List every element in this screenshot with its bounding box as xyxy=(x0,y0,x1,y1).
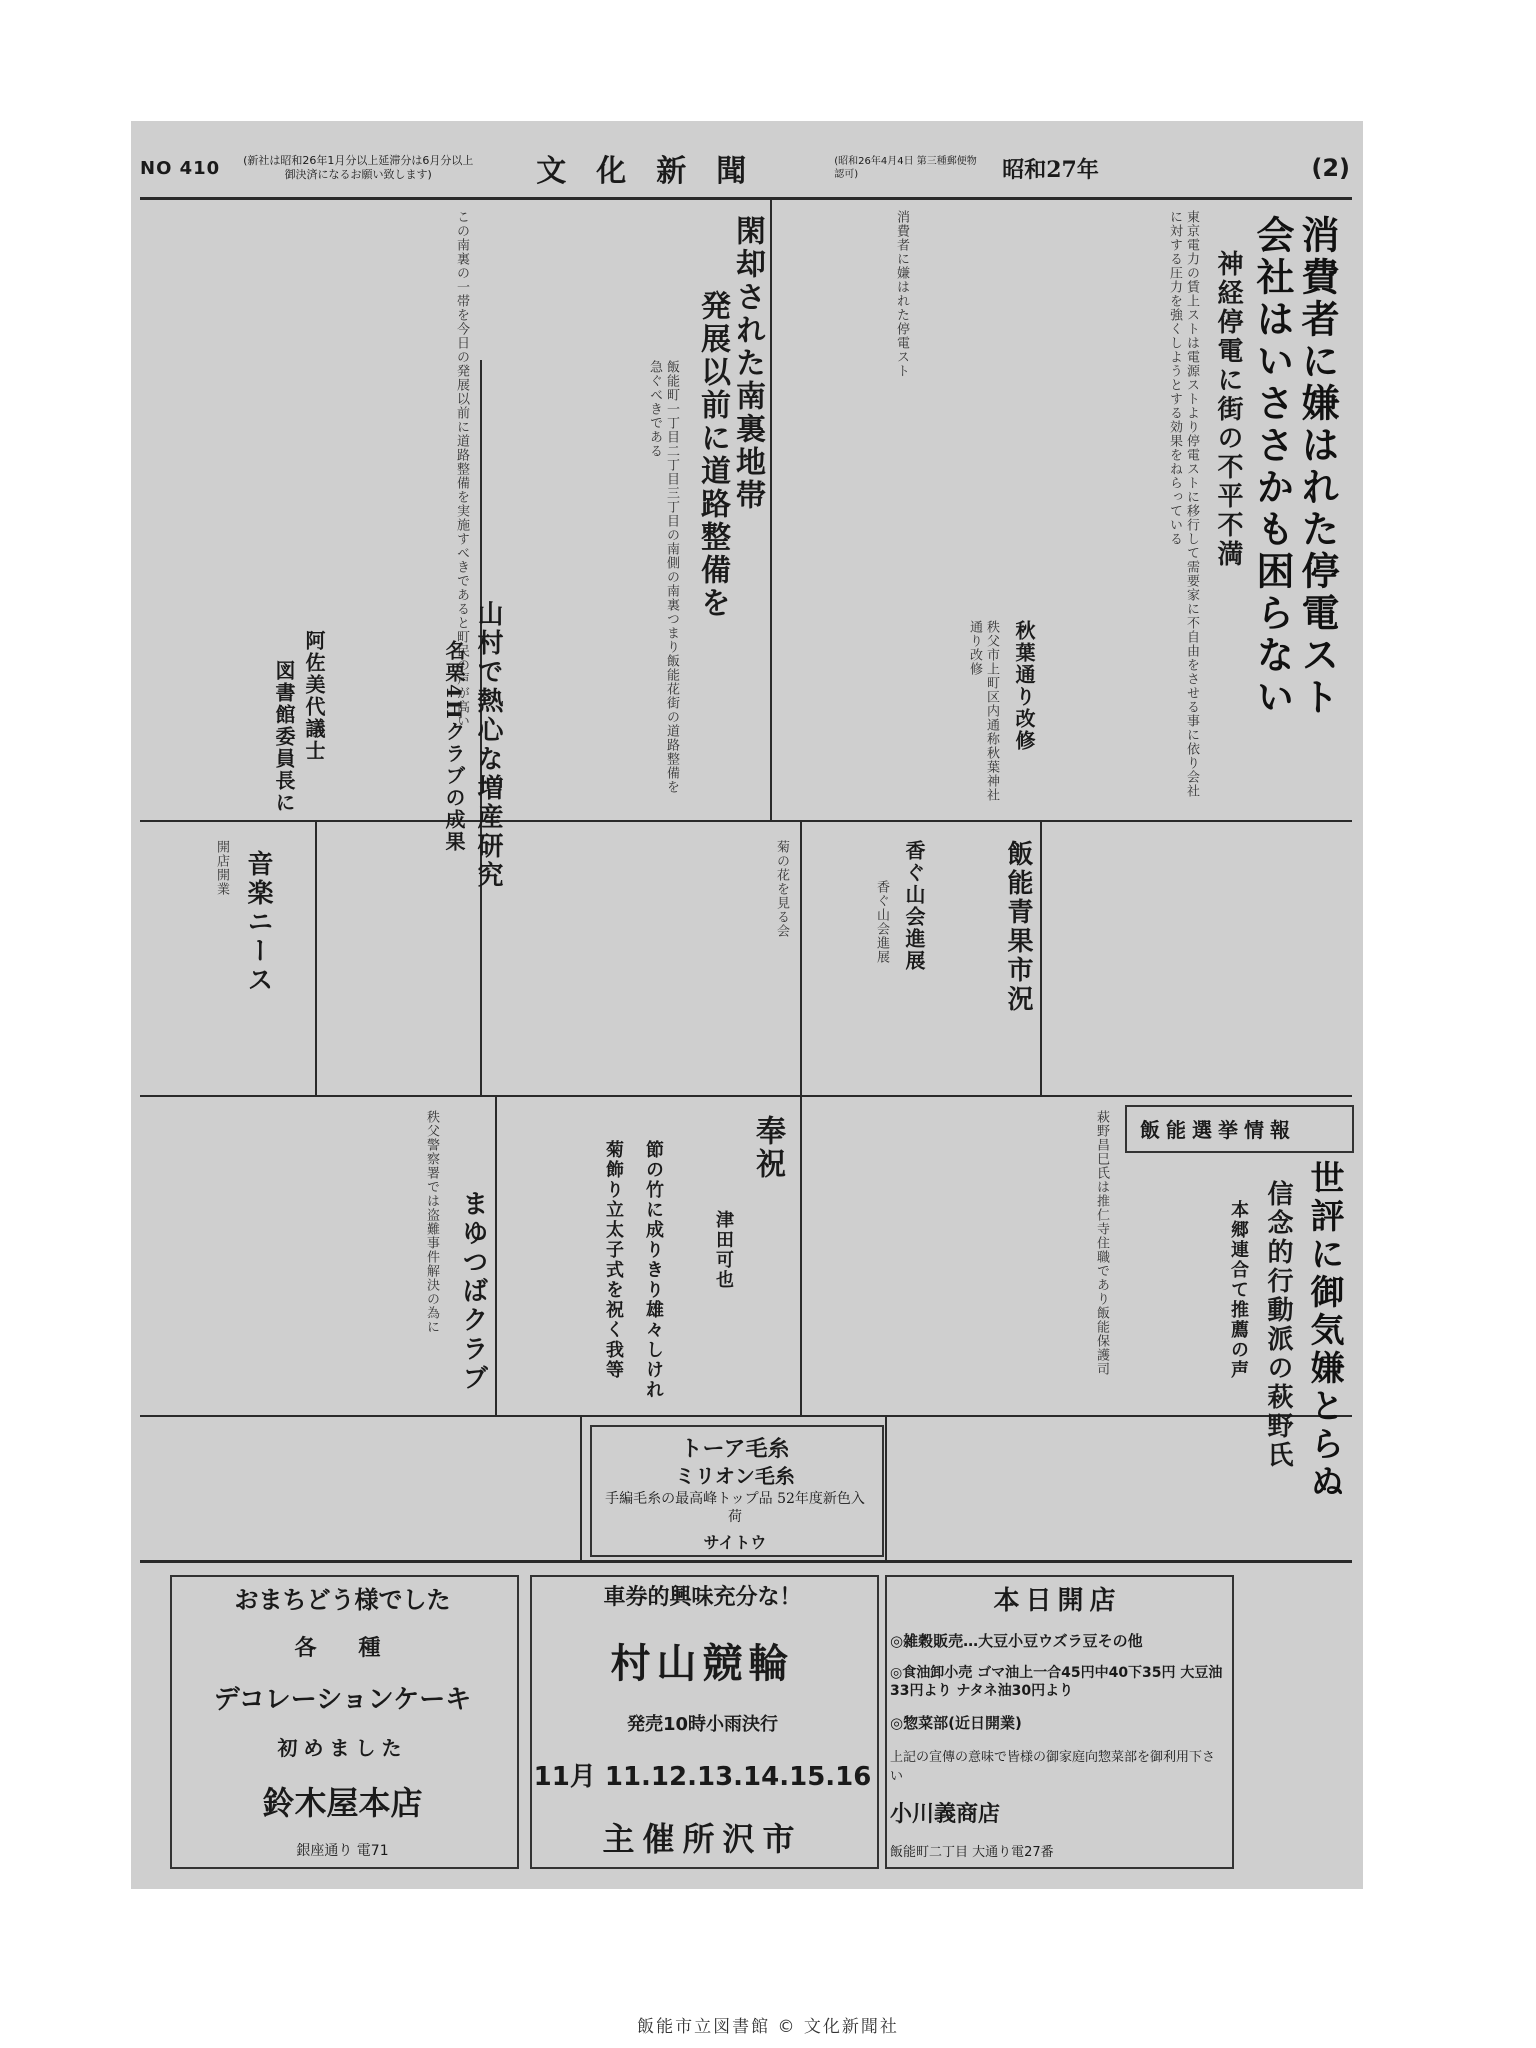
masthead-rule xyxy=(140,197,1352,200)
masthead-note: (新社は昭和26年1月分以上延滞分は6月分以上御決済になるお願い致します) xyxy=(243,154,474,181)
footer-credit: 飯能市立図書館 © 文化新聞社 xyxy=(637,2017,899,2037)
ad-suzukiya-line-6: 銀座通り 電71 xyxy=(296,1842,389,1859)
ad-suzukiya-line-4: 初めました xyxy=(277,1736,408,1761)
wool-brand-2: ミリオン毛糸 xyxy=(675,1464,795,1488)
ad-ogawa-content xyxy=(890,1580,1225,1860)
column-rule-a xyxy=(770,200,772,820)
celebration-author: 津田可也 xyxy=(713,1210,734,1290)
market-headline: 飯能青果市況 xyxy=(1003,840,1033,1014)
election-box-title: 飯能選挙情報 xyxy=(1140,1118,1296,1142)
column-rule-f xyxy=(315,822,317,1095)
library-headline-2: 図書館委員長に xyxy=(272,660,296,814)
ad-murayama-line-1: 車券的興味充分な！ xyxy=(603,1585,802,1610)
election-article-text: 萩野昌巳氏は推仁寺住職であり飯能保護司 xyxy=(1094,1110,1109,1376)
ad-murayama-line-3: 発売10時小雨決行 xyxy=(626,1713,779,1735)
newspaper-title: 文化新聞 xyxy=(536,154,777,189)
column-rule-g xyxy=(800,1097,802,1415)
wool-shop: サイトウ xyxy=(703,1533,767,1552)
election-headline: 世評に御気嫌とらぬ xyxy=(1304,1160,1344,1502)
section-rule-4 xyxy=(140,1560,1352,1563)
ad-murayama-line-2: 村山競輪 xyxy=(610,1639,795,1687)
music-article-text: 開店開業 xyxy=(214,840,229,896)
ad-suzukiya-line-2: 各 種 xyxy=(294,1635,391,1662)
election-subheadline: 信念的行動派の萩野氏 xyxy=(1263,1180,1293,1470)
column-rule-i xyxy=(580,1417,582,1560)
column-rule-h xyxy=(495,1097,497,1415)
south-article-text: 飯能町一丁目二丁目三丁目の南側の南裏つまり飯能花街の道路整備を急ぐべきである xyxy=(647,360,679,794)
mayutsuba-headline: まゆつばクラブ xyxy=(458,1190,488,1393)
music-headline: 音楽ニース xyxy=(243,850,273,995)
ad-murayama-content xyxy=(535,1580,870,1860)
issue-number: NO 410 xyxy=(140,157,221,179)
issue-date: 昭和27年 xyxy=(1002,156,1099,183)
column-rule-d xyxy=(800,822,802,1095)
registration-note: (昭和26年4月4日 第三種郵便物認可) xyxy=(834,156,977,180)
section-rule-2 xyxy=(140,1095,1352,1097)
akiba-headline: 秋葉通り改修 xyxy=(1012,620,1036,752)
ad-ogawa-line-6: 小川義商店 xyxy=(890,1801,1001,1828)
south-subheadline: 発展以前に道路整備を xyxy=(695,290,730,620)
mountain-subheadline: 名栗4Hクラブの成果 xyxy=(442,640,466,853)
headline-nerve: 神経停電に街の不平不満 xyxy=(1213,250,1243,569)
celebration-verse-2: 菊飾り立太子式を祝く我等 xyxy=(603,1140,624,1380)
wool-brand-1: トーア毛糸 xyxy=(680,1436,790,1462)
celebration-verse-1: 節の竹に成りきり雄々しけれ xyxy=(643,1140,664,1400)
celebration-headline: 奉祝 xyxy=(750,1115,785,1181)
chrysanthemum-article-text: 菊の花を見る会 xyxy=(774,840,789,938)
ad-suzukiya-line-1: おまちどう様でした xyxy=(234,1585,451,1614)
headline-company: 会社はいささかも困らない xyxy=(1250,215,1295,719)
ad-ogawa-line-5: 上記の宣傳の意味で皆様の御家庭向惣菜部を御利用下さい xyxy=(890,1750,1216,1785)
masthead xyxy=(140,140,1350,196)
ad-suzukiya-content xyxy=(175,1580,510,1860)
incense-headline: 香ぐ山会進展 xyxy=(902,840,926,972)
ad-murayama-line-5: 主催所沢市 xyxy=(602,1820,803,1858)
ad-suzukiya-line-5: 鈴木屋本店 xyxy=(262,1783,423,1822)
incense-article-text: 香ぐ山会進展 xyxy=(874,880,889,964)
column-rule-c xyxy=(1040,822,1042,1095)
headline-strike: 消費者に嫌はれた停電スト xyxy=(1295,215,1340,719)
strike-article-text-2: 消費者に嫌はれた停電スト xyxy=(894,210,909,378)
akiba-article-text: 秩父市上町区内通称秋葉神社通り改修 xyxy=(967,620,999,802)
strike-article-text: 東京電力の賃上ストは電源ストより停電ストに移行して需要家に不自由をさせる事に依り会社に対する圧力を強くしようとする効果をねらっている xyxy=(1167,210,1199,798)
column-rule-j xyxy=(885,1417,887,1560)
ad-ogawa-line-3: ◎食油卸小売 ゴマ油上一合45円中40下35円 大豆油33円より ナタネ油30円より xyxy=(890,1664,1223,1699)
wool-tagline: 手編毛糸の最高峰トップ品 52年度新色入荷 xyxy=(605,1491,865,1525)
south-article-text-2: この南裏の一帯を今日の発展以前に道路整備を実施すべきであると町民の声が高い xyxy=(454,210,469,728)
election-subheadline-2: 本郷連合て推薦の声 xyxy=(1228,1200,1249,1380)
ad-ogawa-line-2: ◎雑穀販売…大豆小豆ウズラ豆その他 xyxy=(890,1631,1143,1650)
ad-ogawa-line-1: 本日開店 xyxy=(993,1586,1122,1616)
ad-ogawa-line-7: 飯能町二丁目 大通り電27番 xyxy=(890,1844,1054,1860)
ad-suzukiya-line-3: デコレーションケーキ xyxy=(213,1684,472,1715)
page-number: (2) xyxy=(1311,154,1350,182)
south-headline: 閑却された南裏地帯 xyxy=(730,215,765,512)
mayutsuba-article-text: 秩父警察署では盗難事件解決の為に xyxy=(424,1110,439,1334)
library-headline-1: 阿佐美代議士 xyxy=(302,630,326,762)
ad-ogawa-line-4: ◎惣菜部(近日開業) xyxy=(890,1714,1022,1733)
mountain-headline: 山村で熱心な増産研究 xyxy=(473,600,503,890)
ad-murayama-line-4: 11月 11.12.13.14.15.16 xyxy=(533,1762,872,1793)
section-rule-1 xyxy=(140,820,1352,822)
section-rule-3 xyxy=(140,1415,1352,1417)
